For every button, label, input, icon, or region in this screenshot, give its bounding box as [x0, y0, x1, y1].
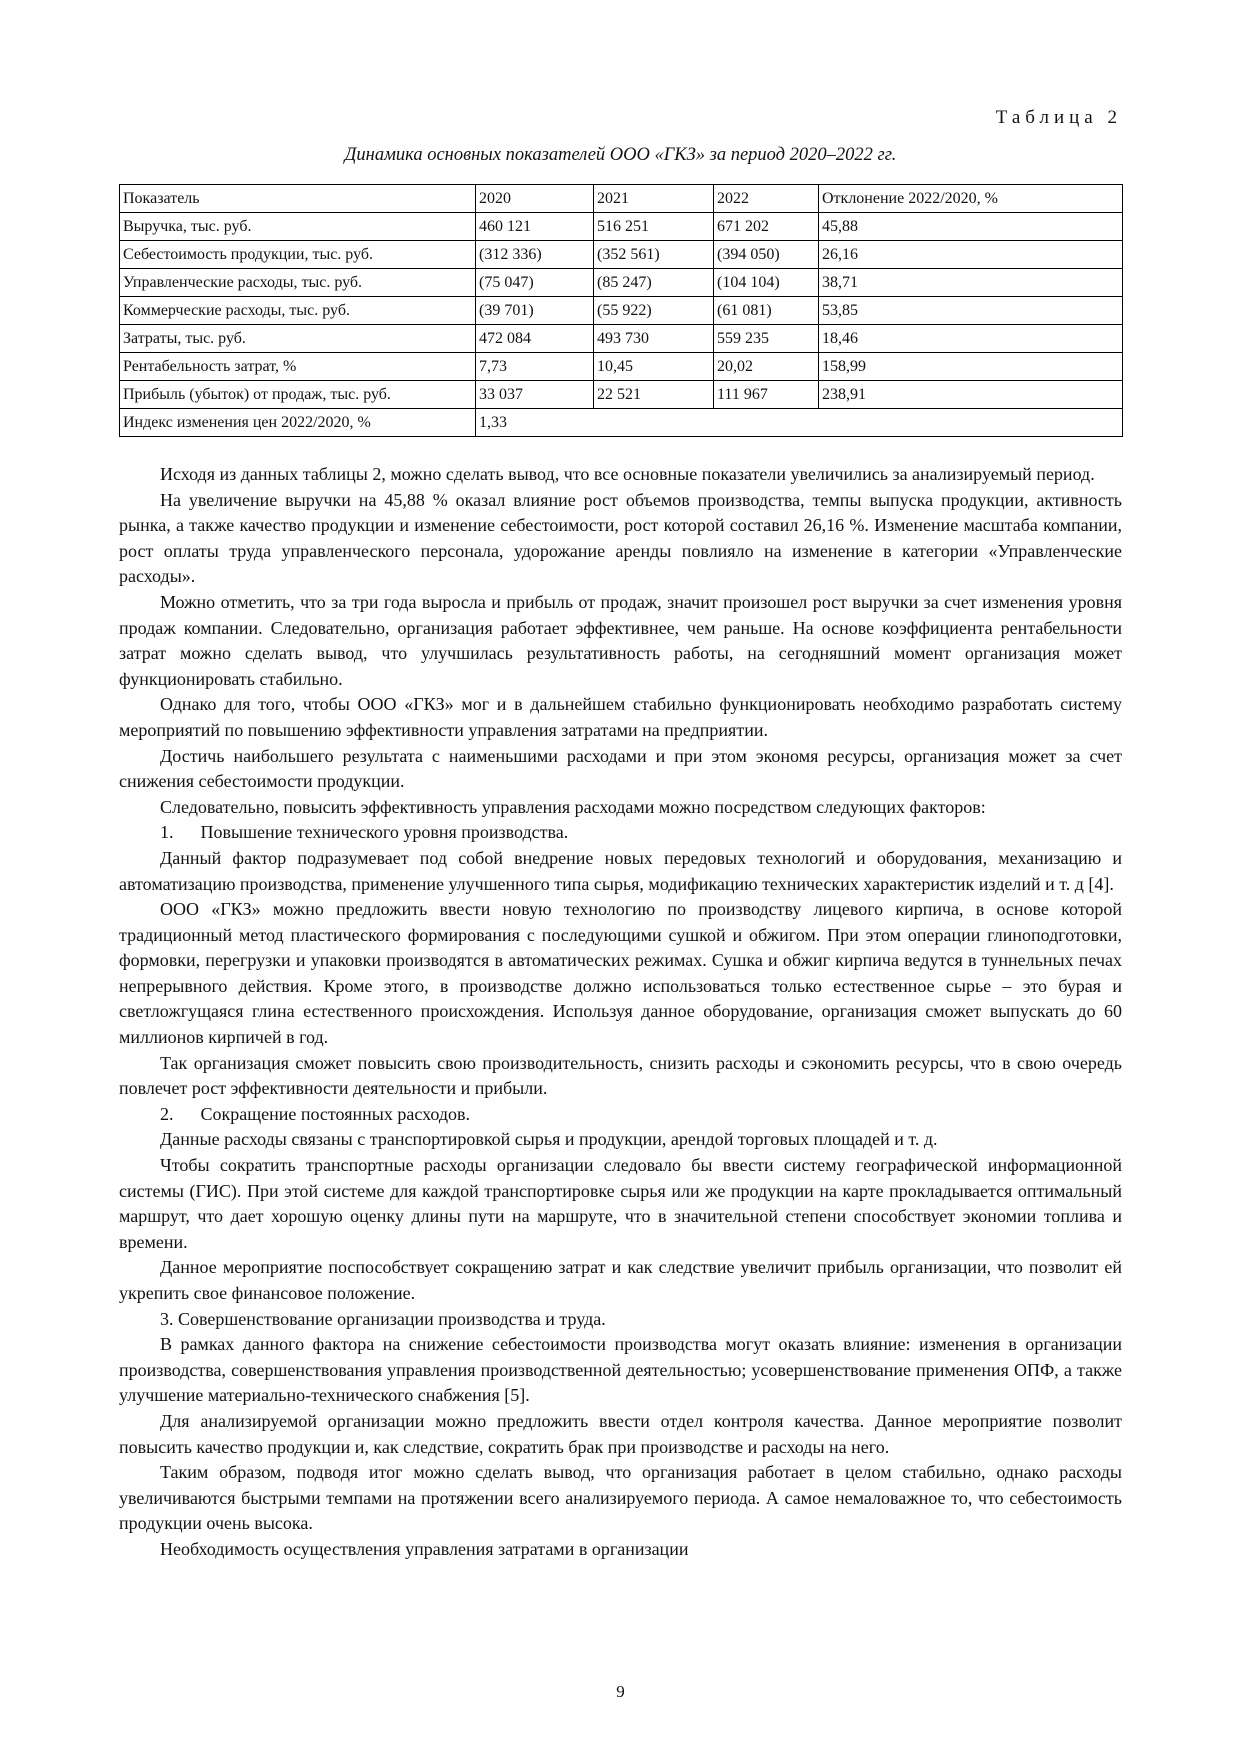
- table-label: Таблица 2: [995, 107, 1122, 128]
- table-row: [120, 325, 1123, 353]
- table-row-index: [120, 409, 1123, 437]
- indicators-table: [119, 184, 1123, 437]
- table-row-label: Управленческие расходы, тыс. руб.: [120, 269, 476, 297]
- paragraph: В рамках данного фактора на снижение себестоимости производства могут оказать влияние: изменения в организации производства, совершенствования управления производственной деятельностью; усовершенствование применения ОПФ, а также улучшение материально-технического снабжения [5].: [119, 1334, 1122, 1406]
- table-title: Динамика основных показателей ООО «ГКЗ» за период 2020–2022 гг.: [344, 145, 897, 165]
- table-cell: 38,71: [819, 269, 1123, 297]
- table-cell: 22 521: [594, 381, 714, 409]
- table-cell: 18,46: [819, 325, 1123, 353]
- table-cell: 7,73: [476, 353, 594, 381]
- table-cell: (39 701): [476, 297, 594, 325]
- paragraph: Однако для того, чтобы ООО «ГКЗ» мог и в дальнейшем стабильно функционировать необходимо разработать систему мероприятий по повышению эффективности управления затратами на предприятии.: [119, 694, 1122, 740]
- table-row: [120, 297, 1123, 325]
- table-row-label: Показатель: [120, 185, 476, 213]
- table-row-label: Выручка, тыс. руб.: [120, 213, 476, 241]
- paragraph: Так организация сможет повысить свою производительность, снизить расходы и сэкономить ресурсы, что в свою очередь повлечет рост эффективности деятельности и прибыли.: [119, 1052, 1122, 1099]
- table-cell: (85 247): [594, 269, 714, 297]
- table-row-label: Рентабельность затрат, %: [120, 353, 476, 381]
- table-cell: 493 730: [594, 325, 714, 353]
- table-cell: 516 251: [594, 213, 714, 241]
- table-cell: 2021: [594, 185, 714, 213]
- table-cell: 45,88: [819, 213, 1123, 241]
- paragraph: ООО «ГКЗ» можно предложить ввести новую технологию по производству лицевого кирпича, в основе которой традиционный метод пластического формирования с последующими сушкой и обжигом. При этом операции глиноподготовки, формовки, перегрузки и упаковки производятся в автоматических режимах. Сушка и обжиг кирпича ведутся в туннельных печах непрерывного действия. Кроме этого, в производстве должно использоваться только естественное сырье – это бурая и светложгущаяся глина естественного происхождения. Используя данное оборудование, организация сможет выпускать до 60 миллионов кирпичей в год.: [119, 899, 1122, 1048]
- paragraph: 3. Совершенствование организации производства и труда.: [160, 1308, 606, 1329]
- paragraph: Можно отметить, что за три года выросла и прибыль от продаж, значит произошел рост выручки за счет изменения уровня продаж компании. Следовательно, организация работает эффективнее, чем раньше. На основе коэффициента рентабельности затрат можно сделать вывод, что улучшилась результативность работы, на сегодняшний момент организация может функционировать стабильно.: [119, 591, 1122, 689]
- paragraph: Данные расходы связаны с транспортировкой сырья и продукции, арендой торговых площадей и т. д.: [160, 1129, 938, 1150]
- paragraph: 2. Сокращение постоянных расходов.: [160, 1103, 471, 1124]
- table-cell: (55 922): [594, 297, 714, 325]
- table-cell: (104 104): [714, 269, 819, 297]
- table-cell: 2020: [476, 185, 594, 213]
- table-row-label: Коммерческие расходы, тыс. руб.: [120, 297, 476, 325]
- paragraph: Достичь наибольшего результата с наименьшими расходами и при этом экономя ресурсы, организация может за счет снижения себестоимости продукции.: [119, 745, 1122, 792]
- table-row: [120, 269, 1123, 297]
- paragraph: Необходимость осуществления управления затратами в организации: [160, 1538, 689, 1559]
- table-row: [120, 241, 1123, 269]
- table-cell: 111 967: [714, 381, 819, 409]
- page-number: 9: [616, 1682, 625, 1701]
- table-cell: 53,85: [819, 297, 1123, 325]
- table-cell: (75 047): [476, 269, 594, 297]
- table-cell: 158,99: [819, 353, 1123, 381]
- table-cell: 460 121: [476, 213, 594, 241]
- table-row-label: Себестоимость продукции, тыс. руб.: [120, 241, 476, 269]
- table-cell: 2022: [714, 185, 819, 213]
- table-row: [120, 213, 1123, 241]
- table-cell: 33 037: [476, 381, 594, 409]
- table-row-label: Прибыль (убыток) от продаж, тыс. руб.: [120, 381, 476, 409]
- table-row: [120, 353, 1123, 381]
- paragraph: На увеличение выручки на 45,88 % оказал влияние рост объемов производства, темпы выпуска продукции, активность рынка, а также качество продукции и изменение себестоимости, рост которой составил 26,16 %. Изменение масштаба компании, рост оплаты труда управленческого персонала, удорожание аренды повлияло на изменение в категории «Управленческие расходы».: [119, 489, 1122, 587]
- table-cell: Отклонение 2022/2020, %: [819, 185, 1123, 213]
- table-cell: 1,33: [476, 409, 1123, 437]
- table-cell: 238,91: [819, 381, 1123, 409]
- paragraph: Таким образом, подводя итог можно сделать вывод, что организация работает в целом стабильно, однако расходы увеличиваются быстрыми темпами на протяжении всего анализируемого периода. А самое немаловажное то, что себестоимость продукции очень высока.: [119, 1462, 1122, 1534]
- table-cell: (394 050): [714, 241, 819, 269]
- table-cell: 20,02: [714, 353, 819, 381]
- paragraph: Для анализируемой организации можно предложить ввести отдел контроля качества. Данное мероприятие позволит повысить качество продукции и, как следствие, сократить брак при производстве и расходы на него.: [119, 1410, 1122, 1457]
- table-cell: 559 235: [714, 325, 819, 353]
- paragraph: Исходя из данных таблицы 2, можно сделать вывод, что все основные показатели увеличились за анализируемый период.: [160, 464, 1095, 484]
- paragraph: 1. Повышение технического уровня производства.: [160, 822, 569, 843]
- table-cell: (312 336): [476, 241, 594, 269]
- table-header-row: [120, 185, 1123, 213]
- body-text: [119, 462, 1122, 1563]
- table-row-label: Индекс изменения цен 2022/2020, %: [120, 409, 476, 437]
- paragraph: Следовательно, повысить эффективность управления расходами можно посредством следующих факторов:: [160, 796, 986, 817]
- table-cell: (352 561): [594, 241, 714, 269]
- paragraph: Данный фактор подразумевает под собой внедрение новых передовых технологий и оборудования, механизацию и автоматизацию производства, применение улучшенного типа сырья, модификацию технических характеристик изделий и т. д [4].: [119, 847, 1122, 894]
- table-cell: 472 084: [476, 325, 594, 353]
- table-cell: 671 202: [714, 213, 819, 241]
- table-row-label: Затраты, тыс. руб.: [120, 325, 476, 353]
- table-cell: 10,45: [594, 353, 714, 381]
- table-cell: (61 081): [714, 297, 819, 325]
- paragraph: Данное мероприятие поспособствует сокращению затрат и как следствие увеличит прибыль организации, что позволит ей укрепить свое финансовое положение.: [119, 1257, 1122, 1303]
- table-cell: 26,16: [819, 241, 1123, 269]
- table-row: [120, 381, 1123, 409]
- paragraph: Чтобы сократить транспортные расходы организации следовало бы ввести систему географической информационной системы (ГИС). При этой системе для каждой транспортировке сырья или же продукции на карте прокладывается оптимальный маршрут, что дает хорошую оценку длины пути на маршруте, что в значительной степени способствует экономии топлива и времени.: [119, 1155, 1122, 1252]
